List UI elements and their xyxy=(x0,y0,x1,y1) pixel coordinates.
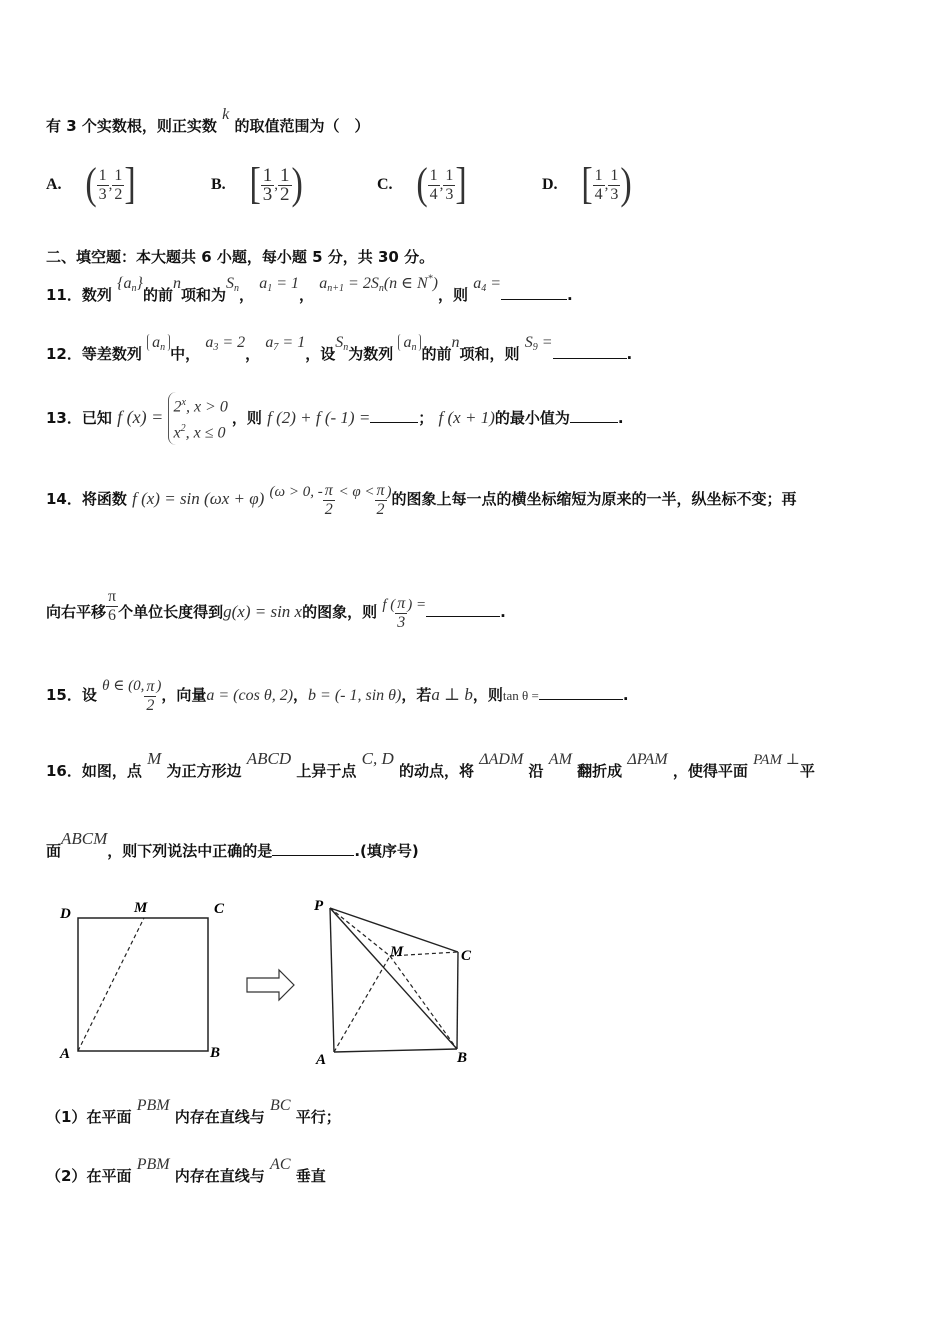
q11-period: . xyxy=(567,286,573,304)
q12-text5: 的前 xyxy=(421,345,452,363)
option-a-frac1: $\frac{1}{3}$ xyxy=(98,166,107,203)
label-m: M xyxy=(134,900,148,916)
q11-seq: {an} xyxy=(117,275,143,294)
edge-ab xyxy=(334,1049,457,1052)
q15-theta-range: θ ∈ (0, $\frac{\pi}{2}$ ) xyxy=(102,677,162,714)
q16-ABCM: ABCM xyxy=(61,829,108,848)
option-d-frac2: $\frac{1}{3}$ xyxy=(610,166,619,203)
q14-condition: (ω > 0, - $\frac{\pi}{2}$ < φ < $\frac{\pi}{2}$ ) xyxy=(269,482,392,518)
label-d: D xyxy=(60,906,71,922)
q13-number: 13． xyxy=(46,408,82,427)
q11-text3: 项和为 xyxy=(180,286,226,304)
q15-text4: ，则 xyxy=(472,685,503,704)
statement-2-text2: 内存在直线与 xyxy=(174,1167,265,1185)
q14-text1: 将函数 xyxy=(81,489,127,508)
option-a-interval: ( $\frac{1}{3}$ , $\frac{1}{2}$ ] xyxy=(85,160,136,209)
q14-pi-over-6: $\frac{\pi}{6}$ xyxy=(108,588,117,624)
option-d-frac1: $\frac{1}{4}$ xyxy=(594,166,603,203)
section2-heading: 二、填空题：本大题共 6 小题，每小题 5 分，共 30 分。 xyxy=(46,248,435,266)
q13-case2: $x^2$, x ≤ 0 xyxy=(173,423,226,442)
label-b2: B xyxy=(457,1050,468,1066)
q11-Sn: Sn xyxy=(225,275,239,294)
statement-2-text1: 在平面 xyxy=(86,1167,132,1185)
option-c-left-bracket: ( xyxy=(416,160,428,209)
q12-seq: an xyxy=(147,334,170,351)
q12-comma: ， xyxy=(245,345,261,363)
option-b-interval: [ $\frac{1}{3}$ , $\frac{1}{2}$ ) xyxy=(249,160,303,209)
option-b-right-bracket: ) xyxy=(291,160,303,209)
q12-text2: 中， xyxy=(170,345,201,363)
q11-recurrence: an+1 = 2Sn(n ∈ N*) xyxy=(319,273,438,294)
edge-pa xyxy=(330,908,334,1052)
q16-M: M xyxy=(147,749,162,768)
q12-text1: 等差数列 xyxy=(81,345,142,363)
question-15 xyxy=(46,678,629,715)
q12-number: 12． xyxy=(46,345,82,363)
q12-answer-blank[interactable] xyxy=(553,358,627,359)
q11-text1: 数列 xyxy=(81,286,112,304)
q16-text3: 上异于点 xyxy=(296,762,357,780)
q14-text5: 的图象，则 xyxy=(302,603,378,621)
q15-vector-a: a = (cos θ, 2) xyxy=(206,686,294,704)
statement-2 xyxy=(46,1156,326,1186)
option-b-frac1: $\frac{1}{3}$ xyxy=(262,164,273,205)
q13-text4: 的最小值为 xyxy=(494,408,570,427)
q16-text4: 的动点，将 xyxy=(399,762,475,780)
q14-gx: g(x) = sin x xyxy=(223,602,303,621)
option-a-frac2: $\frac{1}{2}$ xyxy=(114,166,123,203)
option-d-right-bracket: ) xyxy=(620,160,632,209)
q11-n: n xyxy=(172,275,181,292)
q14-period: . xyxy=(500,603,506,621)
statement-1 xyxy=(46,1097,341,1127)
question-14 xyxy=(46,482,797,519)
q12-S9: S9 = xyxy=(524,334,553,353)
q11-comma2: ， xyxy=(299,286,315,304)
option-b-left-bracket: [ xyxy=(249,160,261,209)
statement-2-number: （2） xyxy=(46,1167,87,1185)
q12-n: n xyxy=(451,334,460,351)
option-c-right-bracket: ] xyxy=(455,160,467,209)
option-c-label: C. xyxy=(377,176,393,193)
statement-2-text3: 垂直 xyxy=(295,1167,326,1185)
option-c-interval: ( $\frac{1}{4}$ , $\frac{1}{3}$ ] xyxy=(416,160,467,209)
question-13 xyxy=(46,392,624,445)
q16-text2: 为正方形边 xyxy=(166,762,242,780)
statement-1-text1: 在平面 xyxy=(86,1108,132,1126)
q16-text8: 平 xyxy=(799,762,815,780)
question-12 xyxy=(46,334,633,364)
q12-Sn: Sn xyxy=(335,334,349,353)
label-c: C xyxy=(214,901,225,917)
edge-bc xyxy=(457,952,458,1049)
q14-text2: 的图象上每一点的横坐标缩短为原来的一半，纵坐标不变；再 xyxy=(391,489,797,508)
arrow-icon xyxy=(247,970,294,1000)
q11-text4: ，则 xyxy=(437,286,468,304)
edge-pm xyxy=(330,908,390,956)
option-b-label: B. xyxy=(211,176,226,193)
q16-number: 16． xyxy=(46,762,82,780)
q11-answer-blank[interactable] xyxy=(501,299,567,300)
q13-period: . xyxy=(617,408,624,427)
q13-expr2: f (x + 1) xyxy=(438,407,495,427)
q14-answer-blank[interactable] xyxy=(426,616,500,617)
q16-text10: ，则下列说法中正确的是 xyxy=(107,842,273,860)
q15-period: . xyxy=(622,685,629,704)
option-a-left-bracket: ( xyxy=(85,160,97,209)
q16-text5: 沿 xyxy=(528,762,544,780)
q13-piecewise xyxy=(168,392,231,445)
label-a2: A xyxy=(316,1052,327,1068)
q13-case1: 2$^x$, x > 0 xyxy=(173,397,228,416)
q13-semicolon: ； xyxy=(418,408,434,427)
label-c2: C xyxy=(461,948,472,964)
statement-1-line: BC xyxy=(270,1097,291,1114)
q16-answer-blank[interactable] xyxy=(272,855,354,856)
q14-number: 14． xyxy=(46,489,82,508)
option-b-frac2: $\frac{1}{2}$ xyxy=(280,164,290,205)
q16-ABCD: ABCD xyxy=(246,749,292,768)
q13-text1: 已知 xyxy=(81,408,112,427)
label-a: A xyxy=(60,1046,71,1062)
q12-text3: ，设 xyxy=(305,345,336,363)
option-a-right-bracket: ] xyxy=(124,160,136,209)
q14-text3: 向右平移 xyxy=(46,603,107,621)
q16-text6: 翻折成 xyxy=(577,762,623,780)
q15-number: 15． xyxy=(46,685,82,704)
fold-line-am xyxy=(78,918,144,1051)
statement-1-text3: 平行； xyxy=(295,1108,341,1126)
q13-fx: f (x) = xyxy=(117,406,164,427)
option-d[interactable] xyxy=(542,160,637,210)
square-outline xyxy=(78,918,208,1051)
q13-text2: ，则 xyxy=(231,408,262,427)
q16-CD: C, D xyxy=(361,749,394,768)
q15-tan: tan θ = xyxy=(502,687,539,703)
folded-solid xyxy=(314,898,472,1068)
q12-seq2: an xyxy=(398,334,421,351)
q14-f-pi3: f ( $\frac{\pi}{3}$ ) = xyxy=(382,595,427,632)
q15-comma: ， xyxy=(293,685,309,704)
q16-text7: ，使得平面 xyxy=(672,762,748,780)
option-c-frac2: $\frac{1}{3}$ xyxy=(445,166,454,203)
q15-text3: ，若 xyxy=(401,685,432,704)
q16-figure xyxy=(50,888,550,1078)
label-m2: M xyxy=(390,944,404,960)
option-c[interactable] xyxy=(377,160,472,210)
q13-answer-blank2[interactable] xyxy=(570,422,618,423)
q12-a7: a7 = 1 xyxy=(265,334,306,353)
square-abcd xyxy=(59,900,225,1062)
statement-1-number: （1） xyxy=(46,1108,87,1126)
statement-1-text2: 内存在直线与 xyxy=(174,1108,265,1126)
q12-period: . xyxy=(626,345,633,363)
q10-suffix: 的取值范围为（ ） xyxy=(234,117,370,135)
option-d-label: D. xyxy=(542,176,558,193)
q10-var-k: k xyxy=(222,106,230,123)
q15-text2: ，向量 xyxy=(161,685,207,704)
q11-number: 11． xyxy=(46,286,82,304)
question-16 xyxy=(46,749,815,781)
q11-text2: 的前 xyxy=(142,286,173,304)
q16-text9: 面 xyxy=(46,842,62,860)
option-d-left-bracket: [ xyxy=(581,160,593,209)
q15-perp: a ⊥ b xyxy=(431,684,473,704)
q13-expr: f (2) + f (- 1) = xyxy=(267,407,371,427)
q16-PAM-perp: PAM ⊥ xyxy=(753,752,800,768)
q15-text1: 设 xyxy=(81,685,97,704)
edge-am xyxy=(334,956,390,1052)
question-16-cont xyxy=(46,829,419,861)
q12-a3: a3 = 2 xyxy=(205,334,246,353)
question-11 xyxy=(46,273,573,305)
q11-comma1: ， xyxy=(238,286,254,304)
option-a[interactable] xyxy=(46,160,141,210)
q12-text4: 为数列 xyxy=(348,345,394,363)
label-b: B xyxy=(210,1045,221,1061)
q11-a1: a1 = 1 xyxy=(259,275,300,294)
q16-AM: AM xyxy=(548,751,572,768)
label-p: P xyxy=(314,898,324,914)
q16-ADM: ΔADM xyxy=(479,751,524,768)
q16-PAM: ΔPAM xyxy=(627,751,668,768)
q16-text11: .(填序号) xyxy=(354,842,419,860)
q15-vector-b: b = (- 1, sin θ) xyxy=(308,686,402,704)
statement-1-plane: PBM xyxy=(136,1097,170,1114)
statement-2-line: AC xyxy=(270,1156,291,1173)
q14-text4: 个单位长度得到 xyxy=(118,603,224,621)
option-d-interval: [ $\frac{1}{4}$ , $\frac{1}{3}$ ) xyxy=(581,160,632,209)
q12-text6: 项和，则 xyxy=(459,345,520,363)
statement-2-plane: PBM xyxy=(136,1156,170,1173)
edge-mb xyxy=(390,956,457,1049)
q10-prefix: 有 3 个实数根，则正实数 xyxy=(46,117,217,135)
q10-tail xyxy=(46,106,370,136)
q14-fx: f (x) = sin (ωx + φ) xyxy=(132,488,265,508)
question-14-cont xyxy=(46,588,506,632)
option-c-frac1: $\frac{1}{4}$ xyxy=(429,166,438,203)
q15-answer-blank[interactable] xyxy=(539,699,623,700)
option-b[interactable] xyxy=(211,160,308,210)
q11-a4: a4 = xyxy=(473,275,502,294)
q16-text1: 如图，点 xyxy=(81,762,142,780)
option-a-label: A. xyxy=(46,176,62,193)
q13-answer-blank1[interactable] xyxy=(370,422,418,423)
